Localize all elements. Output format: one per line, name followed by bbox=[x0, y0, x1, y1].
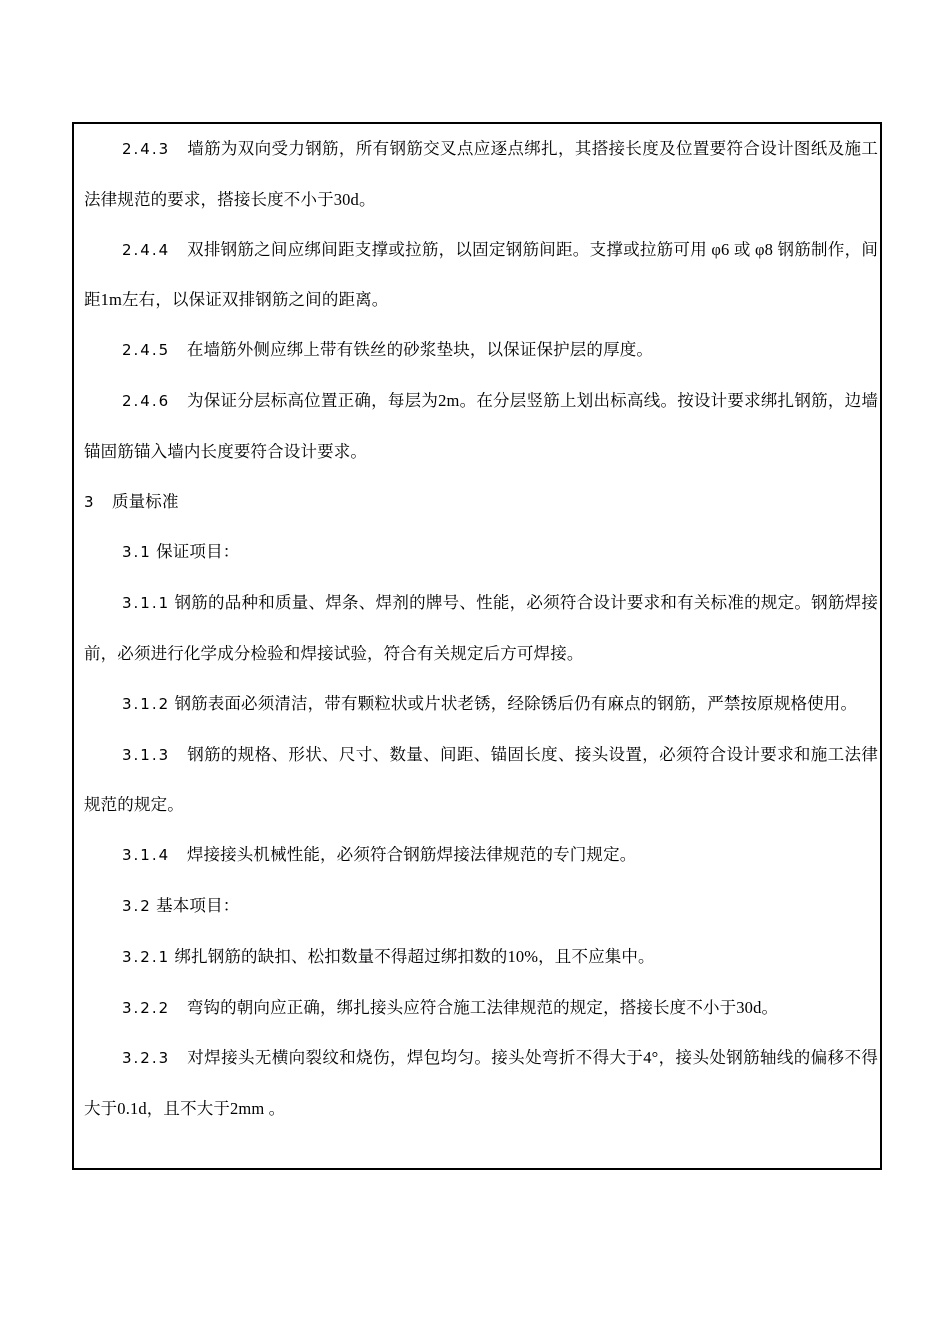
paragraph-3-1-4 bbox=[84, 830, 878, 881]
clause-text: 对焊接头无横向裂纹和烧伤，焊包均匀。接头处弯折不得大于4°，接头处钢筋轴线的偏移不得大于0.1d，且不大于2mm 。 bbox=[84, 1048, 878, 1119]
clause-text: 钢筋的品种和质量、焊条、焊剂的牌号、性能，必须符合设计要求和有关标准的规定。钢筋焊接前，必须进行化学成分检验和焊接试验，符合有关规定后方可焊接。 bbox=[84, 593, 878, 663]
clause-number: 3.2.1 bbox=[122, 947, 171, 966]
paragraph-2-4-6 bbox=[84, 376, 878, 477]
clause-text: 保证项目： bbox=[151, 542, 240, 562]
paragraph-3-2-1 bbox=[84, 932, 878, 983]
paragraph-2-4-5 bbox=[84, 325, 878, 376]
clause-number: 2.4.4 bbox=[122, 240, 171, 259]
document-frame bbox=[72, 122, 882, 1170]
clause-number: 3.2.3 bbox=[122, 1049, 171, 1068]
section-title: 质量标准 bbox=[112, 491, 179, 511]
clause-text: 基本项目： bbox=[151, 895, 240, 915]
clause-text: 钢筋的规格、形状、尺寸、数量、间距、锚固长度、接头设置，必须符合设计要求和施工法律规范的规定。 bbox=[84, 744, 878, 815]
clause-text: 为保证分层标高位置正确，每层为2m。在分层竖筋上划出标高线。按设计要求绑扎钢筋，边墙锚固筋锚入墙内长度要符合设计要求。 bbox=[84, 390, 878, 461]
document-body bbox=[84, 124, 878, 1134]
paragraph-3-2-2 bbox=[84, 983, 878, 1034]
clause-number: 3.1.3 bbox=[122, 745, 171, 764]
clause-number: 2.4.5 bbox=[122, 341, 171, 360]
paragraph-2-4-3 bbox=[84, 124, 878, 225]
paragraph-3-2 bbox=[84, 881, 878, 932]
clause-text: 弯钩的朝向应正确，绑扎接头应符合施工法律规范的规定，搭接长度不小于30d。 bbox=[170, 997, 779, 1017]
clause-text: 焊接接头机械性能，必须符合钢筋焊接法律规范的专门规定。 bbox=[170, 845, 637, 865]
paragraph-2-4-4 bbox=[84, 225, 878, 326]
paragraph-3-2-3 bbox=[84, 1033, 878, 1134]
paragraph-3-1 bbox=[84, 527, 878, 578]
clause-number: 3.1.1 bbox=[122, 594, 171, 613]
clause-text: 绑扎钢筋的缺扣、松扣数量不得超过绑扣数的10%，且不应集中。 bbox=[170, 946, 655, 966]
paragraph-3-1-3 bbox=[84, 730, 878, 831]
clause-number: 3.1.2 bbox=[122, 694, 171, 713]
paragraph-3-1-2 bbox=[84, 679, 878, 730]
paragraph-3-1-1 bbox=[84, 578, 878, 679]
clause-number: 3.2.2 bbox=[122, 998, 171, 1017]
clause-number: 3.1 bbox=[122, 543, 152, 562]
section-number: 3 bbox=[84, 492, 94, 511]
clause-number: 3.2 bbox=[122, 896, 152, 915]
clause-number: 3.1.4 bbox=[122, 846, 171, 865]
clause-text: 双排钢筋之间应绑间距支撑或拉筋，以固定钢筋间距。支撑或拉筋可用 φ6 或 φ8 钢筋制作，间距1m左右，以保证双排钢筋之间的距离。 bbox=[84, 239, 878, 310]
clause-number: 2.4.3 bbox=[122, 140, 171, 158]
section-heading-3 bbox=[84, 477, 878, 528]
clause-text: 钢筋表面必须清洁，带有颗粒状或片状老锈，经除锈后仍有麻点的钢筋，严禁按原规格使用。 bbox=[170, 693, 858, 713]
clause-text: 墙筋为双向受力钢筋，所有钢筋交叉点应逐点绑扎，其搭接长度及位置要符合设计图纸及施工法律规范的要求，搭接长度不小于30d。 bbox=[84, 139, 878, 209]
clause-text: 在墙筋外侧应绑上带有铁丝的砂浆垫块，以保证保护层的厚度。 bbox=[170, 340, 654, 360]
clause-number: 2.4.6 bbox=[122, 391, 171, 410]
